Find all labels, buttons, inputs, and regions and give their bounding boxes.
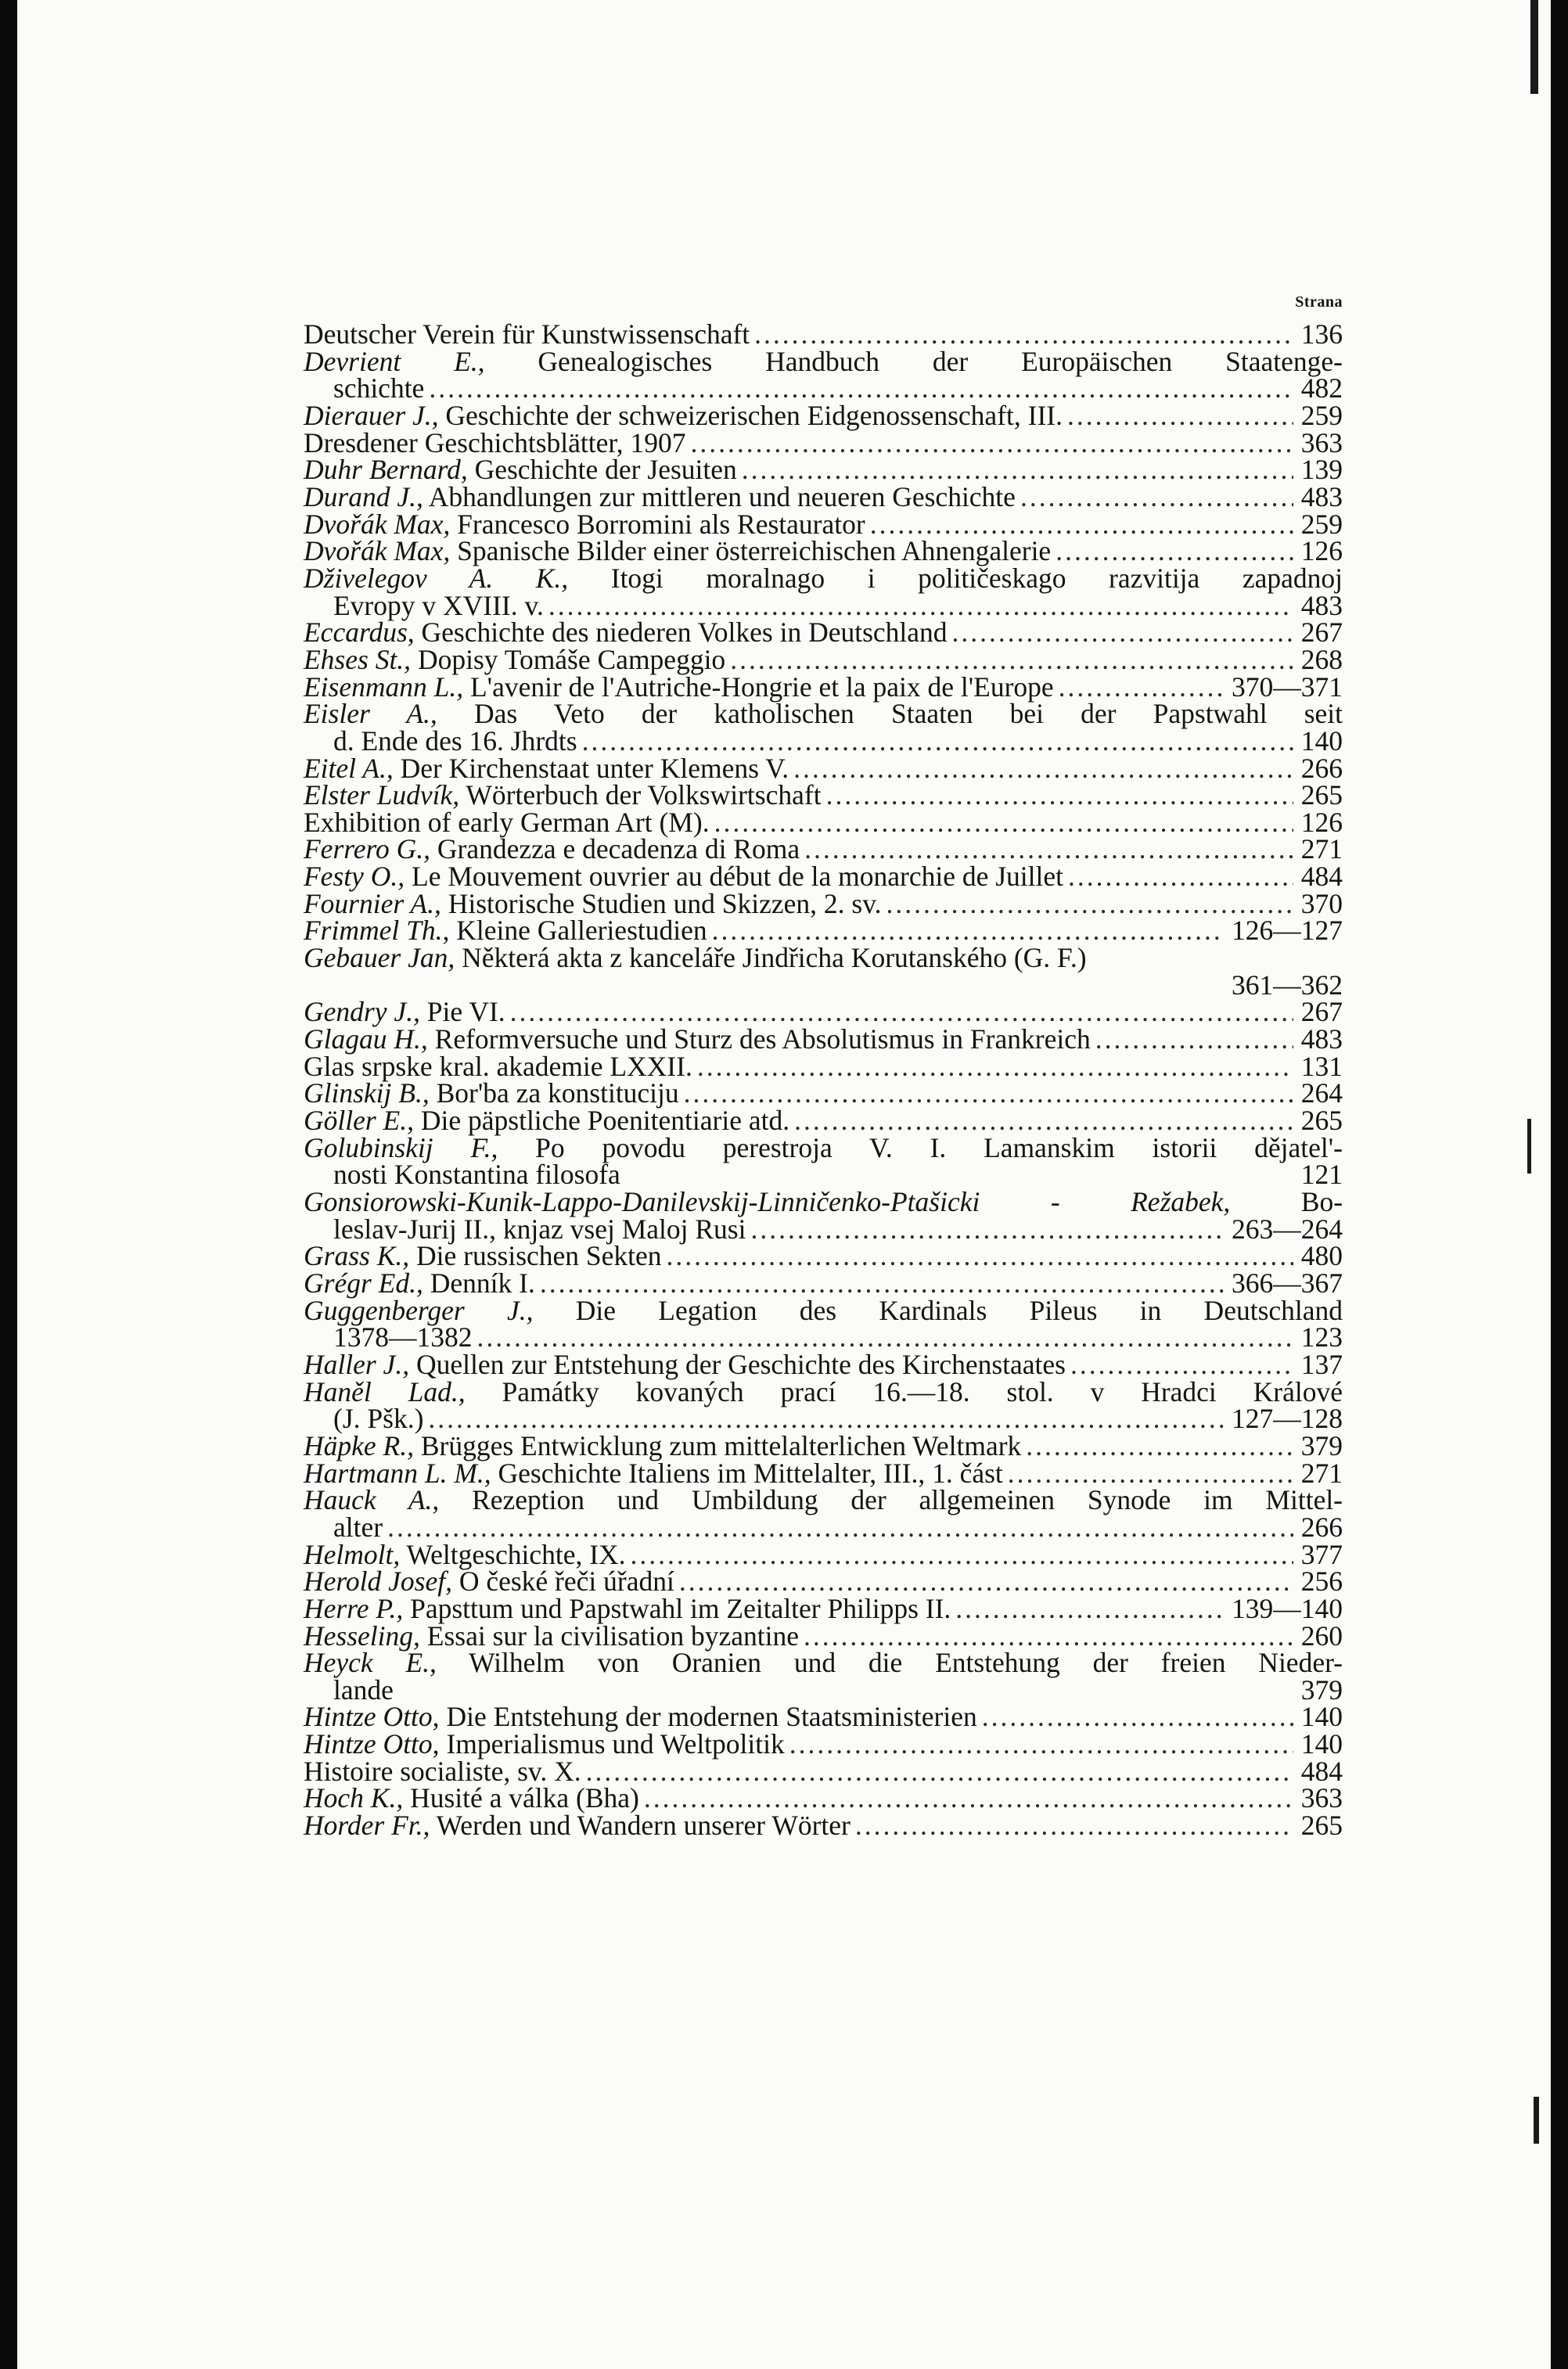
leader-dots — [952, 619, 1293, 646]
index-entry — [304, 1647, 1343, 1706]
page-number: 259 — [1300, 508, 1343, 540]
index-entry — [304, 1131, 1343, 1191]
page-number: 264 — [1300, 1077, 1343, 1109]
index-entry — [304, 643, 1343, 675]
column-header: Strana — [1295, 293, 1343, 311]
page-number: 370—371 — [1232, 670, 1343, 703]
leader-dots — [477, 1324, 1293, 1351]
leader-dots — [644, 1785, 1293, 1812]
page-number: 136 — [1300, 318, 1343, 350]
leader-dots — [1008, 1460, 1293, 1487]
entry-author: Gendry J., — [304, 996, 420, 1028]
leader-dots — [955, 1595, 1224, 1623]
leader-dots — [428, 1405, 1224, 1433]
page-number: 379 — [1300, 1429, 1343, 1461]
entry-text: Gebauer Jan, Některá akta z kanceláře Jindřicha Korutanského (G. F.) — [304, 942, 1087, 974]
entry-text: Dvořák Max, Spanische Bilder einer österreichischen Ahnengalerie — [304, 535, 1052, 567]
leader-dots — [742, 456, 1293, 484]
page-number: 484 — [1300, 1755, 1343, 1787]
leader-dots — [1095, 1026, 1293, 1053]
entry-author: Elster Ludvík, — [304, 779, 460, 811]
page-number: 266 — [1300, 752, 1343, 784]
leader-dots — [855, 1812, 1293, 1839]
leader-dots — [679, 1568, 1293, 1595]
entry-text: Horder Fr., Werden und Wandern unserer Wörter — [304, 1810, 851, 1842]
page-number: 123 — [1300, 1321, 1343, 1353]
page-number: 483 — [1300, 589, 1343, 621]
index-entry — [304, 1429, 1343, 1461]
leader-dots — [387, 1514, 1293, 1541]
entry-text: Hintze Otto, Die Entstehung der modernen Staatsministerien — [304, 1701, 977, 1733]
leader-dots — [754, 321, 1293, 348]
index-entry — [304, 1242, 1343, 1270]
entry-author: Duhr Bernard, — [304, 454, 468, 486]
entry-text: Glagau H., Reformversuche und Sturz des Absolutismus in Frankreich — [304, 1023, 1091, 1055]
leader-dots — [730, 646, 1293, 674]
entry-author: Dierauer J., — [304, 399, 439, 431]
leader-dots — [1067, 402, 1293, 430]
entry-author: Hoch K., — [304, 1782, 404, 1814]
entry-author: Horder Fr., — [304, 1810, 430, 1842]
page-number: 131 — [1300, 1050, 1343, 1082]
entry-text: Dierauer J., Geschichte der schweizerischen Eidgenossenschaft, III. — [304, 399, 1063, 431]
page-number: 379 — [1300, 1673, 1343, 1706]
entry-text: Dresdener Geschichtsblätter, 1907 — [304, 426, 686, 458]
entry-text: Deutscher Verein für Kunstwissenschaft — [304, 318, 750, 350]
page-number: 121 — [1300, 1159, 1343, 1191]
index-entry — [304, 1810, 1343, 1842]
entry-author: Gebauer Jan, — [304, 942, 455, 974]
entry-text: Durand J., Abhandlungen zur mittleren und neueren Geschichte — [304, 480, 1016, 512]
leader-dots — [1056, 537, 1293, 565]
entry-text: Haller J., Quellen zur Entstehung der Geschichte des Kirchenstaates — [304, 1348, 1066, 1380]
entry-author: Eisenmann L., — [304, 670, 464, 703]
page-number: 126 — [1300, 806, 1343, 838]
leader-dots — [1059, 674, 1224, 701]
entry-text: Ehses St., Dopisy Tomáše Campeggio — [304, 643, 726, 675]
leader-dots — [691, 430, 1293, 457]
page-number: 363 — [1300, 1782, 1343, 1814]
entry-author: Hintze Otto, — [304, 1728, 440, 1760]
entry-text: lande — [333, 1673, 394, 1706]
entry-text: Duhr Bernard, Geschichte der Jesuiten — [304, 454, 737, 486]
scan-edge-mark — [1527, 1119, 1531, 1174]
leader-dots — [804, 836, 1293, 863]
leader-dots — [586, 1758, 1293, 1785]
entry-text: Ferrero G., Grandezza e decadenza di Roma — [304, 833, 800, 865]
page-number: 139 — [1300, 454, 1343, 486]
index-entry — [304, 1592, 1343, 1624]
entry-author: Ferrero G., — [304, 833, 431, 865]
page-number: 377 — [1300, 1538, 1343, 1570]
entry-author: Göller E., — [304, 1105, 414, 1137]
entry-author: Festy O., — [304, 861, 405, 893]
document-page — [17, 0, 1551, 2369]
index-entry — [304, 887, 1343, 919]
page-number: 267 — [1300, 996, 1343, 1028]
index-entry — [304, 670, 1343, 703]
entry-text: Glas srpske kral. akademie LXXII. — [304, 1050, 692, 1082]
entry-author: Grégr Ed., — [304, 1267, 423, 1299]
index-entry — [304, 318, 1343, 350]
entry-text: Eccardus, Geschichte des niederen Volkes in Deutschland — [304, 617, 948, 649]
entry-text: Hoch K., Husité a válka (Bha) — [304, 1782, 639, 1814]
page-number: 271 — [1300, 833, 1343, 865]
entry-text: Evropy v XVIII. v. — [333, 589, 544, 621]
leader-dots — [684, 1080, 1293, 1107]
leader-dots — [540, 1270, 1224, 1297]
leader-dots — [510, 998, 1293, 1026]
page-number: 370 — [1300, 887, 1343, 919]
page-number: 366—367 — [1232, 1267, 1343, 1299]
entry-author: Haller J., — [304, 1348, 410, 1380]
leader-dots — [697, 1053, 1293, 1080]
entry-author: Glinskij B., — [304, 1077, 430, 1109]
leader-dots — [789, 1731, 1293, 1758]
index-entry — [304, 1186, 1343, 1245]
index-entry — [304, 399, 1343, 431]
leader-dots — [794, 1107, 1293, 1134]
page-number: 127—128 — [1232, 1403, 1343, 1435]
entry-author: Guggenberger J., — [304, 1294, 534, 1326]
entry-author: Glagau H., — [304, 1023, 428, 1055]
entry-author: Hauck A., — [304, 1484, 440, 1516]
entry-author: Haněl Lad., — [304, 1375, 466, 1407]
entry-author: Herre P., — [304, 1592, 404, 1624]
entry-text: Fournier A., Historische Studien und Skizzen, 2. sv. — [304, 887, 882, 919]
index-entry — [304, 617, 1343, 649]
index-entry — [304, 1077, 1343, 1109]
page-number: 266 — [1300, 1511, 1343, 1543]
page-number: 126—127 — [1232, 915, 1343, 947]
entry-author: Devrient E., — [304, 345, 485, 377]
entry-text: leslav-Jurij II., knjaz vsej Maloj Rusi — [333, 1213, 746, 1245]
index-entry — [304, 1105, 1343, 1137]
entry-author: Gonsiorowski-Kunik-Lappo-Danilevskij-Linničenko-Ptašicki - Režabek, — [304, 1186, 1231, 1217]
index-entry — [304, 537, 1343, 565]
leader-dots — [548, 592, 1293, 620]
entry-text: Glinskij B., Bor'ba za konstituciju — [304, 1077, 679, 1109]
page-number: 265 — [1300, 1105, 1343, 1137]
entry-text: Dživelegov A. K., Itogi moralnago i političeskago razvitija zapadnoj — [304, 562, 1343, 594]
entry-text: 1378—1382 — [333, 1321, 473, 1353]
page-number: 126 — [1300, 535, 1343, 567]
entry-author: Heyck E., — [304, 1647, 437, 1679]
leader-dots — [886, 890, 1293, 918]
entry-author: Eitel A., — [304, 752, 394, 784]
index-entry — [304, 833, 1343, 865]
entry-text: Devrient E., Genealogisches Handbuch der Europäischen Staatenge- — [304, 345, 1343, 377]
entry-text: alter — [333, 1511, 383, 1543]
leader-dots — [793, 755, 1293, 782]
index-entry — [304, 1703, 1343, 1731]
leader-dots — [1020, 484, 1293, 511]
leader-dots — [826, 782, 1293, 809]
entry-text: Grégr Ed., Denník I. — [304, 1267, 535, 1299]
page-number: 483 — [1300, 1023, 1343, 1055]
index-entry — [304, 1375, 1343, 1435]
page-number: 363 — [1300, 426, 1343, 458]
entry-text: Guggenberger J., Die Legation des Kardinals Pileus in Deutschland — [304, 1294, 1343, 1326]
index-entry — [304, 1538, 1343, 1570]
entry-text: Festy O., Le Mouvement ouvrier au début de la monarchie de Juillet — [304, 861, 1064, 893]
page-number: 484 — [1300, 861, 1343, 893]
index-entry — [304, 1267, 1343, 1299]
page-number: 267 — [1300, 617, 1343, 649]
entry-text: Eisenmann L., L'avenir de l'Autriche-Hongrie et la paix de l'Europe — [304, 670, 1054, 703]
page-number: 480 — [1300, 1240, 1343, 1272]
entry-text: (J. Pšk.) — [333, 1403, 424, 1435]
page-number: 483 — [1300, 480, 1343, 512]
entry-author: Frimmel Th., — [304, 915, 450, 947]
leader-dots — [714, 809, 1293, 836]
entry-text: Hintze Otto, Imperialismus und Weltpolitik — [304, 1728, 785, 1760]
entry-author: Hintze Otto, — [304, 1701, 440, 1733]
entry-text: Helmolt, Weltgeschichte, IX. — [304, 1538, 626, 1570]
entry-author: Fournier A., — [304, 887, 441, 919]
entry-text: Gonsiorowski-Kunik-Lappo-Danilevskij-Linničenko-Ptašicki - Režabek, Bo- — [304, 1186, 1343, 1217]
page-number: 139—140 — [1232, 1592, 1343, 1624]
page-number: 140 — [1300, 1728, 1343, 1760]
index-entry — [304, 1348, 1343, 1380]
index-entry — [304, 562, 1343, 621]
index-entry — [304, 698, 1343, 757]
entry-text: d. Ende des 16. Jhrdts — [333, 724, 577, 757]
leader-dots — [582, 728, 1293, 755]
index-entry — [304, 1782, 1343, 1814]
entry-author: Eisler A., — [304, 698, 437, 730]
index-entry — [304, 1457, 1343, 1489]
entry-text: Herre P., Papsttum und Papstwahl im Zeitalter Philipps II. — [304, 1592, 951, 1624]
index-entry — [304, 456, 1343, 484]
entry-author: Häpke R., — [304, 1429, 414, 1461]
index-entry — [304, 752, 1343, 784]
leader-dots — [667, 1242, 1293, 1270]
index-entry — [304, 1755, 1343, 1787]
scan-edge-mark — [1530, 0, 1538, 94]
entry-author: Dživelegov A. K., — [304, 562, 569, 594]
index-column — [304, 283, 1343, 1842]
index-entry — [304, 345, 1343, 404]
index-entries — [304, 318, 1343, 1842]
scan-edge-mark — [1534, 2097, 1539, 2144]
page-number: 260 — [1300, 1619, 1343, 1652]
page-number: 268 — [1300, 643, 1343, 675]
index-entry — [304, 1619, 1343, 1652]
index-entry — [304, 861, 1343, 893]
leader-dots — [712, 917, 1224, 944]
page-number: 265 — [1300, 1810, 1343, 1842]
entry-author: Dvořák Max, — [304, 535, 451, 567]
entry-text: nosti Konstantina filosofa — [333, 1159, 620, 1191]
entry-author: Hesseling, — [304, 1619, 420, 1652]
leader-dots — [1070, 1351, 1293, 1379]
page-number: 140 — [1300, 1701, 1343, 1733]
entry-text: Golubinskij F., Po povodu perestroja V. I. Lamanskim istorii dějatel'- — [304, 1131, 1343, 1163]
entry-text: Gendry J., Pie VI. — [304, 996, 505, 1028]
index-entry — [304, 508, 1343, 540]
leader-dots — [429, 375, 1293, 402]
page-number: 271 — [1300, 1457, 1343, 1489]
entry-author: Hartmann L. M., — [304, 1457, 491, 1489]
page-number: 259 — [1300, 399, 1343, 431]
entry-text: Göller E., Die päpstliche Poenitentiarie atd. — [304, 1105, 790, 1137]
index-entry — [304, 426, 1343, 458]
entry-text: Grass K., Die russischen Sekten — [304, 1240, 662, 1272]
page-number: 256 — [1300, 1566, 1343, 1598]
leader-dots — [1026, 1433, 1293, 1460]
entry-author: Eccardus, — [304, 617, 415, 649]
entry-text: Hartmann L. M., Geschichte Italiens im Mittelalter, III., 1. část — [304, 1457, 1003, 1489]
index-entry — [304, 942, 1343, 1001]
entry-text: Eisler A., Das Veto der katholischen Staaten bei der Papstwahl seit — [304, 698, 1343, 730]
index-entry — [304, 1023, 1343, 1055]
entry-text: Frimmel Th., Kleine Galleriestudien — [304, 915, 707, 947]
page-number: 263—264 — [1232, 1213, 1343, 1245]
index-entry — [304, 1294, 1343, 1353]
entry-text: Herold Josef, O české řeči úřadní — [304, 1566, 674, 1598]
page-number: 140 — [1300, 724, 1343, 757]
page-number: 482 — [1300, 372, 1343, 404]
index-entry — [304, 1484, 1343, 1543]
entry-text: schichte — [333, 372, 425, 404]
entry-text: Histoire socialiste, sv. X. — [304, 1755, 581, 1787]
index-entry — [304, 806, 1343, 838]
leader-dots — [631, 1541, 1293, 1569]
index-entry — [304, 480, 1343, 512]
page-number: 265 — [1300, 779, 1343, 811]
entry-author: Helmolt, — [304, 1538, 401, 1570]
entry-text: Heyck E., Wilhelm von Oranien und die Entstehung der freien Nieder- — [304, 1647, 1343, 1679]
entry-text: Haněl Lad., Památky kovaných prací 16.—18. stol. v Hradci Králové — [304, 1375, 1343, 1407]
index-entry — [304, 915, 1343, 947]
entry-author: Golubinskij F., — [304, 1131, 498, 1163]
index-entry — [304, 998, 1343, 1026]
entry-text: Eitel A., Der Kirchenstaat unter Klemens V. — [304, 752, 789, 784]
index-entry — [304, 779, 1343, 811]
page-number: 361—362 — [1232, 969, 1343, 1001]
entry-text: Dvořák Max, Francesco Borromini als Restaurator — [304, 508, 865, 540]
page-number: 137 — [1300, 1348, 1343, 1380]
entry-author: Dvořák Max, — [304, 508, 451, 540]
entry-author: Grass K., — [304, 1240, 410, 1272]
leader-dots — [870, 511, 1293, 538]
index-entry — [304, 1566, 1343, 1598]
entry-text: Exhibition of early German Art (M). — [304, 806, 710, 838]
entry-author: Herold Josef, — [304, 1566, 452, 1598]
leader-dots — [750, 1216, 1224, 1243]
entry-text: Hauck A., Rezeption und Umbildung der allgemeinen Synode im Mittel- — [304, 1484, 1343, 1516]
entry-text: Elster Ludvík, Wörterbuch der Volkswirtschaft — [304, 779, 822, 811]
entry-text: Hesseling, Essai sur la civilisation byzantine — [304, 1619, 799, 1652]
index-entry — [304, 1728, 1343, 1760]
index-entry — [304, 1050, 1343, 1082]
leader-dots — [804, 1623, 1293, 1650]
entry-author: Ehses St., — [304, 643, 412, 675]
leader-dots — [1068, 863, 1293, 890]
leader-dots — [982, 1703, 1293, 1731]
entry-text: Häpke R., Brügges Entwicklung zum mittelalterlichen Weltmark — [304, 1429, 1022, 1461]
entry-author: Durand J., — [304, 480, 423, 512]
